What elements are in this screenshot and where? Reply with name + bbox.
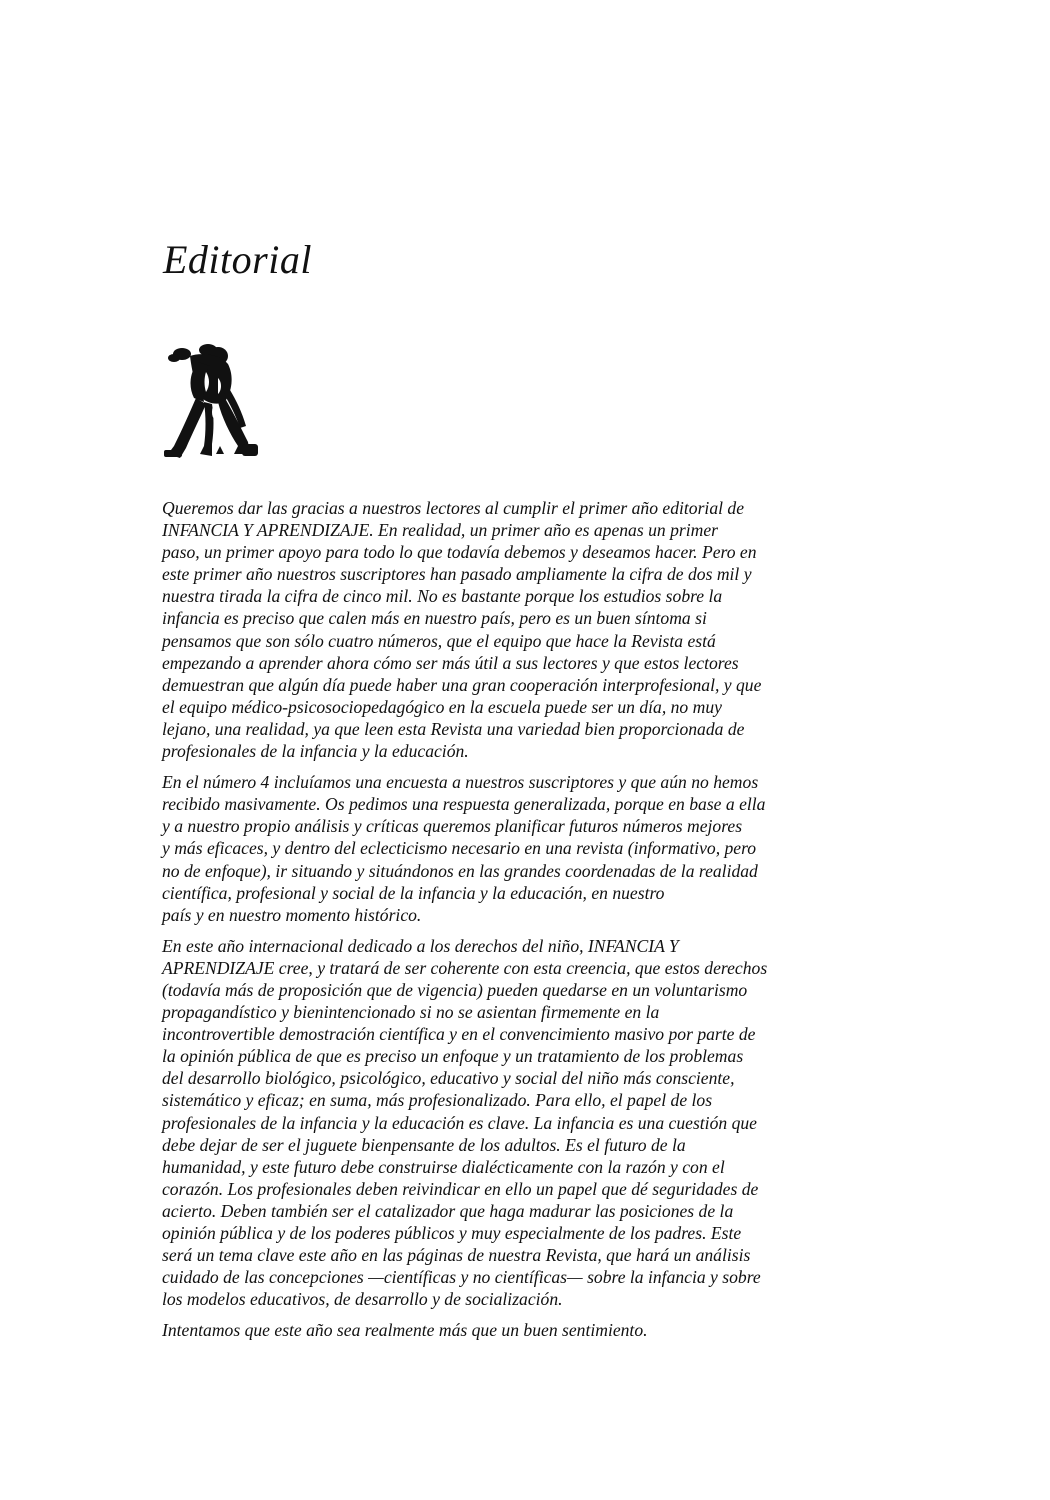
- text-line: este primer año nuestros suscriptores han pasado ampliamente la cifra de dos mil y: [162, 564, 752, 585]
- text-line: humanidad, y este futuro debe construirse dialécticamente con la razón y con el: [162, 1156, 725, 1177]
- text-line: profesionales de la infancia y la educación.: [162, 741, 469, 762]
- text-line: infancia es preciso que calen más en nuestro país, pero es un buen síntoma si: [162, 608, 707, 629]
- two-figures-woodcut-logo-icon: [160, 342, 270, 467]
- text-line: la opinión pública de que es preciso un enfoque y un tratamiento de los problemas: [162, 1046, 744, 1067]
- paragraph-3: [162, 935, 922, 1311]
- text-line: sistemático y eficaz; en suma, más profesionalizado. Para ello, el papel de los: [162, 1090, 713, 1111]
- text-line: y a nuestro propio análisis y críticas queremos planificar futuros números mejores: [162, 816, 743, 837]
- text-line: del desarrollo biológico, psicológico, educativo y social del niño más consciente,: [162, 1068, 735, 1089]
- paragraph-4: [162, 1319, 922, 1341]
- text-line: paso, un primer apoyo para todo lo que todavía debemos y deseamos hacer. Pero en: [162, 542, 757, 563]
- text-line: (todavía más de proposición que de vigencia) pueden quedarse en un voluntarismo: [162, 979, 748, 1000]
- text-line: nuestra tirada la cifra de cinco mil. No es bastante porque los estudios sobre la: [162, 586, 723, 607]
- text-line: En el número 4 incluíamos una encuesta a nuestros suscriptores y que aún no hemos: [162, 772, 759, 793]
- text-line: Intentamos que este año sea realmente más que un buen sentimiento.: [162, 1320, 648, 1341]
- paragraph-1: [162, 497, 922, 762]
- text-line: lejano, una realidad, ya que leen esta Revista una variedad bien proporcionada de: [162, 718, 745, 739]
- editorial-body: [162, 497, 922, 1350]
- text-line: INFANCIA Y APRENDIZAJE. En realidad, un primer año es apenas un primer: [162, 520, 718, 541]
- paragraph-2: [162, 771, 922, 926]
- text-line: opinión pública y de los poderes públicos y muy especialmente de los padres. Este: [162, 1223, 742, 1243]
- text-line: APRENDIZAJE cree, y tratará de ser coherente con esta creencia, que estos derechos: [162, 957, 768, 978]
- page-title: Editorial: [163, 237, 312, 282]
- text-line: acierto. Deben también ser el catalizador que haga madurar las posiciones de la: [162, 1200, 734, 1221]
- text-line: Queremos dar las gracias a nuestros lectores al cumplir el primer año editorial de: [162, 498, 745, 518]
- text-line: pensamos que son sólo cuatro números, que el equipo que hace la Revista está: [162, 630, 716, 651]
- text-line: será un tema clave este año en las páginas de nuestra Revista, que hará un análisis: [162, 1245, 751, 1266]
- text-line: no de enfoque), ir situando y situándonos en las grandes coordenadas de la realidad: [162, 860, 758, 881]
- text-line: En este año internacional dedicado a los derechos del niño, INFANCIA Y: [162, 935, 679, 956]
- text-line: país y en nuestro momento histórico.: [162, 904, 422, 925]
- text-line: incontrovertible demostración científica y en el convencimiento masivo por parte de: [162, 1024, 756, 1045]
- text-line: recibido masivamente. Os pedimos una respuesta generalizada, porque en base a ella: [162, 794, 766, 815]
- text-line: los modelos educativos, de desarrollo y de socialización.: [162, 1289, 563, 1310]
- text-line: científica, profesional y social de la infancia y la educación, en nuestro: [162, 882, 665, 903]
- text-line: cuidado de las concepciones —científicas y no científicas— sobre la infancia y sobre: [162, 1267, 761, 1288]
- text-line: propagandístico y bienintencionado si no se asientan firmemente en la: [162, 1002, 660, 1023]
- text-line: profesionales de la infancia y la educación es clave. La infancia es una cuestión que: [162, 1112, 757, 1133]
- text-line: corazón. Los profesionales deben reivindicar en ello un papel que dé seguridades de: [162, 1178, 759, 1199]
- text-line: empezando a aprender ahora cómo ser más útil a sus lectores y que estos lectores: [162, 652, 739, 673]
- text-line: y más eficaces, y dentro del eclecticismo necesario en una revista (informativo, pero: [162, 838, 757, 859]
- text-line: el equipo médico-psicosociopedagógico en la escuela puede ser un día, no muy: [162, 696, 722, 717]
- text-line: debe dejar de ser el juguete bienpensante de los adultos. Es el futuro de la: [162, 1134, 686, 1155]
- text-line: demuestran que algún día puede haber una gran cooperación interprofesional, y que: [162, 674, 762, 695]
